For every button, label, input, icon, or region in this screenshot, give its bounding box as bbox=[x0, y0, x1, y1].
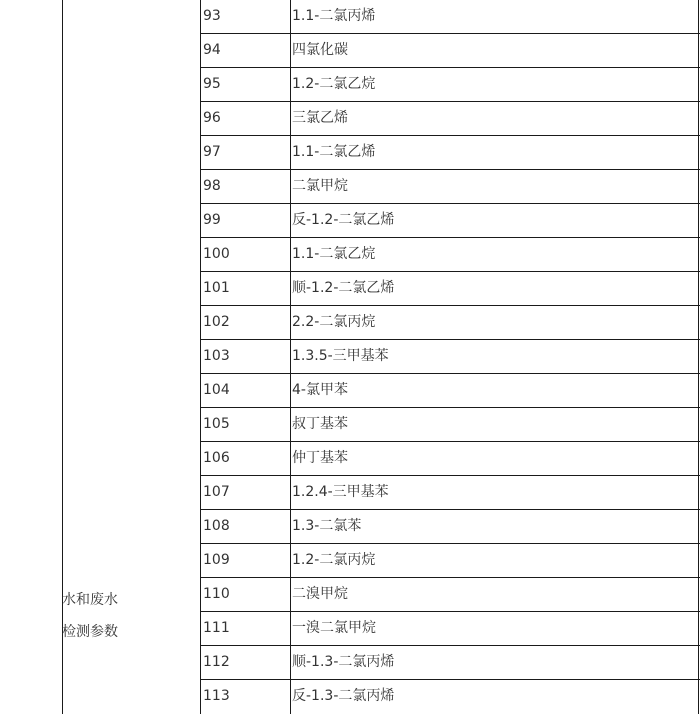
table-row bbox=[200, 170, 700, 204]
parameter-name: 二氯甲烷 bbox=[292, 178, 348, 194]
row-number: 103 bbox=[203, 348, 230, 364]
row-number: 107 bbox=[203, 484, 230, 500]
table-row bbox=[200, 476, 700, 510]
row-number: 105 bbox=[203, 416, 230, 432]
table-row bbox=[200, 238, 700, 272]
parameter-name: 1.2-二氯乙烷 bbox=[292, 76, 376, 92]
row-number: 112 bbox=[203, 654, 230, 670]
table-row bbox=[200, 68, 700, 102]
parameter-name: 1.1-二氯乙烯 bbox=[292, 144, 376, 160]
table-row bbox=[200, 442, 700, 476]
table-row bbox=[200, 646, 700, 680]
row-number: 113 bbox=[203, 688, 230, 704]
parameter-name: 顺-1.2-二氯乙烯 bbox=[292, 280, 395, 296]
parameter-name: 1.1-二氯丙烯 bbox=[292, 8, 376, 24]
row-number: 106 bbox=[203, 450, 230, 466]
table-row bbox=[200, 680, 700, 714]
table-row bbox=[200, 612, 700, 646]
row-number: 100 bbox=[203, 246, 230, 262]
category-cell bbox=[62, 584, 200, 648]
category-line-2: 检测参数 bbox=[62, 624, 118, 640]
table-row bbox=[200, 510, 700, 544]
parameter-name: 顺-1.3-二氯丙烯 bbox=[292, 654, 395, 670]
row-number: 109 bbox=[203, 552, 230, 568]
table-row bbox=[200, 272, 700, 306]
table-row bbox=[200, 136, 700, 170]
table-row bbox=[200, 306, 700, 340]
parameter-name: 叔丁基苯 bbox=[292, 416, 348, 432]
row-number: 94 bbox=[203, 42, 221, 58]
parameter-name: 反-1.3-二氯丙烯 bbox=[292, 688, 395, 704]
row-number: 99 bbox=[203, 212, 221, 228]
table-row bbox=[200, 102, 700, 136]
table-row bbox=[200, 544, 700, 578]
category-line-1: 水和废水 bbox=[62, 592, 118, 608]
parameter-name: 一溴二氯甲烷 bbox=[292, 620, 376, 636]
parameter-name: 2.2-二氯丙烷 bbox=[292, 314, 376, 330]
table-row bbox=[200, 34, 700, 68]
parameter-name: 二溴甲烷 bbox=[292, 586, 348, 602]
parameter-name: 4-氯甲苯 bbox=[292, 382, 348, 398]
row-number: 97 bbox=[203, 144, 221, 160]
parameter-name: 1.1-二氯乙烷 bbox=[292, 246, 376, 262]
table-row bbox=[200, 340, 700, 374]
parameter-name: 1.2.4-三甲基苯 bbox=[292, 484, 389, 500]
table-row bbox=[200, 0, 700, 34]
parameter-name: 四氯化碳 bbox=[292, 42, 348, 58]
row-number: 104 bbox=[203, 382, 230, 398]
row-number: 102 bbox=[203, 314, 230, 330]
row-number: 110 bbox=[203, 586, 230, 602]
row-number: 93 bbox=[203, 8, 221, 24]
row-number: 96 bbox=[203, 110, 221, 126]
table-row bbox=[200, 578, 700, 612]
table-row bbox=[200, 204, 700, 238]
row-number: 108 bbox=[203, 518, 230, 534]
row-number: 98 bbox=[203, 178, 221, 194]
table-row bbox=[200, 408, 700, 442]
row-number: 101 bbox=[203, 280, 230, 296]
row-number: 111 bbox=[203, 620, 230, 636]
row-number: 95 bbox=[203, 76, 221, 92]
parameter-name: 1.2-二氯丙烷 bbox=[292, 552, 376, 568]
parameter-name: 仲丁基苯 bbox=[292, 450, 348, 466]
parameter-table bbox=[200, 0, 700, 714]
parameter-name: 1.3-二氯苯 bbox=[292, 518, 362, 534]
parameter-name: 反-1.2-二氯乙烯 bbox=[292, 212, 395, 228]
parameter-name: 三氯乙烯 bbox=[292, 110, 348, 126]
table-row bbox=[200, 374, 700, 408]
parameter-name: 1.3.5-三甲基苯 bbox=[292, 348, 389, 364]
